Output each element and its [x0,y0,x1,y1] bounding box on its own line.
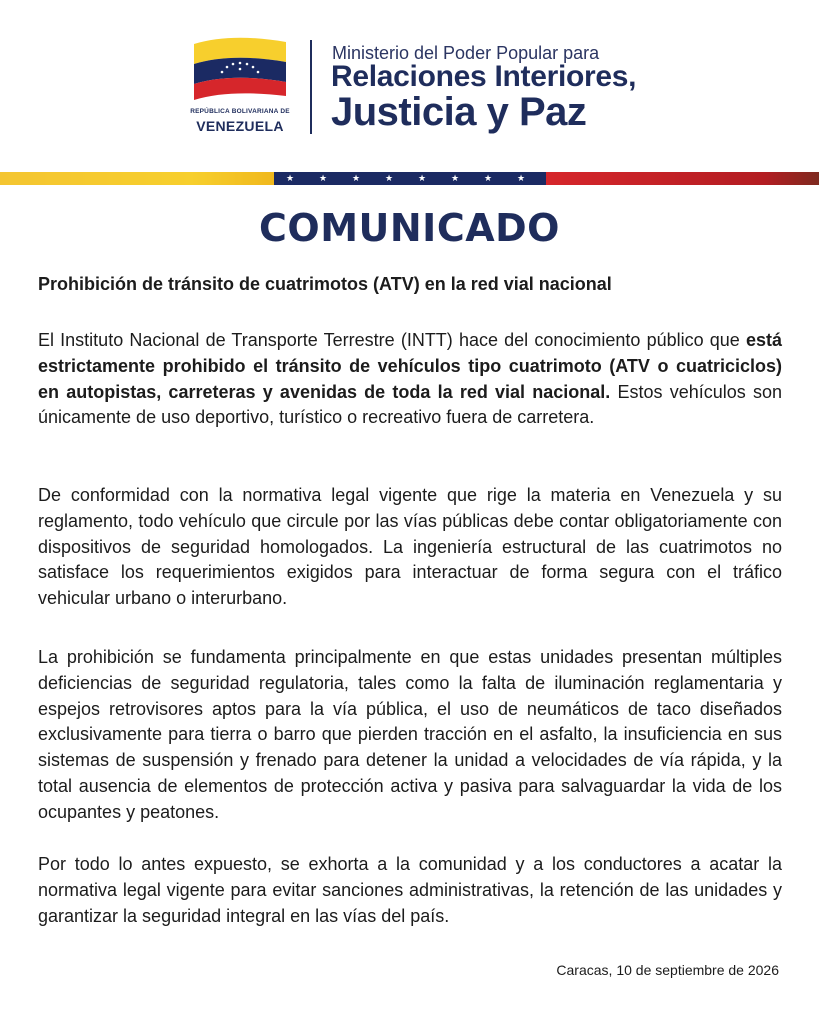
star-icon: ★ [451,173,460,183]
paragraph-1-emphasis: está estrictamente prohibido el tránsito de vehículos tipo cuatrimoto (ATV o cuatriciclos) en autopistas, carreteras y avenidas de toda la red vial nacional. [38,330,782,402]
flag-bar-yellow [0,172,274,185]
star-icon: ★ [385,173,394,183]
paragraph-1-intro: El Instituto Nacional de Transporte Terrestre (INTT) hace del conocimiento público que [38,330,746,350]
paragraph-1-rest: Estos vehículos son únicamente de uso deportivo, turístico o recreativo fuera de carretera. [38,381,782,428]
venezuela-flag-logo [192,36,288,102]
star-icon: ★ [517,173,526,183]
paragraph-1 [38,328,782,431]
star-icon: ★ [352,173,361,183]
ministry-name-line3: Justicia y Paz [331,90,587,134]
ministry-name-line1: Ministerio del Poder Popular para [332,43,600,63]
ministry-header [0,0,819,172]
star-icon: ★ [484,173,493,183]
document-subtitle: Prohibición de tránsito de cuatrimotos (ATV) en la red vial nacional [38,274,612,294]
star-icon: ★ [418,173,427,183]
place-and-date: Caracas, 10 de septiembre de 2026 [556,962,779,978]
logo-caption-country: VENEZUELA [196,118,284,134]
flag-color-bar [0,172,819,185]
flag-bar-blue [274,172,546,185]
paragraph-2: De conformidad con la normativa legal vigente que rige la materia en Venezuela y su reglamento, todo vehículo que circule por las vías públicas debe contar obligatoriamente con dispositivos de seguridad homologados. La ingeniería estructural de las cuatrimotos no satisface los requerimientos exigidos para interactuar de forma segura con el tráfico vehicular urbano o interurbano. [38,485,782,609]
paragraph-4: Por todo lo antes expuesto, se exhorta a la comunidad y a los conductores a acatar la normativa legal vigente para evitar sanciones administrativas, la retención de las unidades y garantizar la seguridad integral en las vías del país. [38,854,782,926]
flag-bar-red [546,172,819,185]
star-icon: ★ [319,173,328,183]
header-divider [310,40,312,134]
star-icon: ★ [286,173,295,183]
paragraph-3: La prohibición se fundamenta principalmente en que estas unidades presentan múltiples deficiencias de seguridad regulatoria, tales como la falta de iluminación reglamentaria y espejos retrovisores aptos para la vía pública, el uso de neumáticos de taco diseñados exclusivamente para tierra o barro que pierden tracción en el asfalto, la insuficiencia en sus sistemas de suspensión y frenado para detener la unidad a velocidades de vía rápida, y la total ausencia de elementos de protección activa y pasiva para salvaguardar la vida de los ocupantes y peatones. [38,647,782,822]
document-title: COMUNICADO [259,206,560,250]
ministry-name-line2: Relaciones Interiores, [331,60,637,93]
logo-caption-small: REPÚBLICA BOLIVARIANA DE [190,108,290,115]
